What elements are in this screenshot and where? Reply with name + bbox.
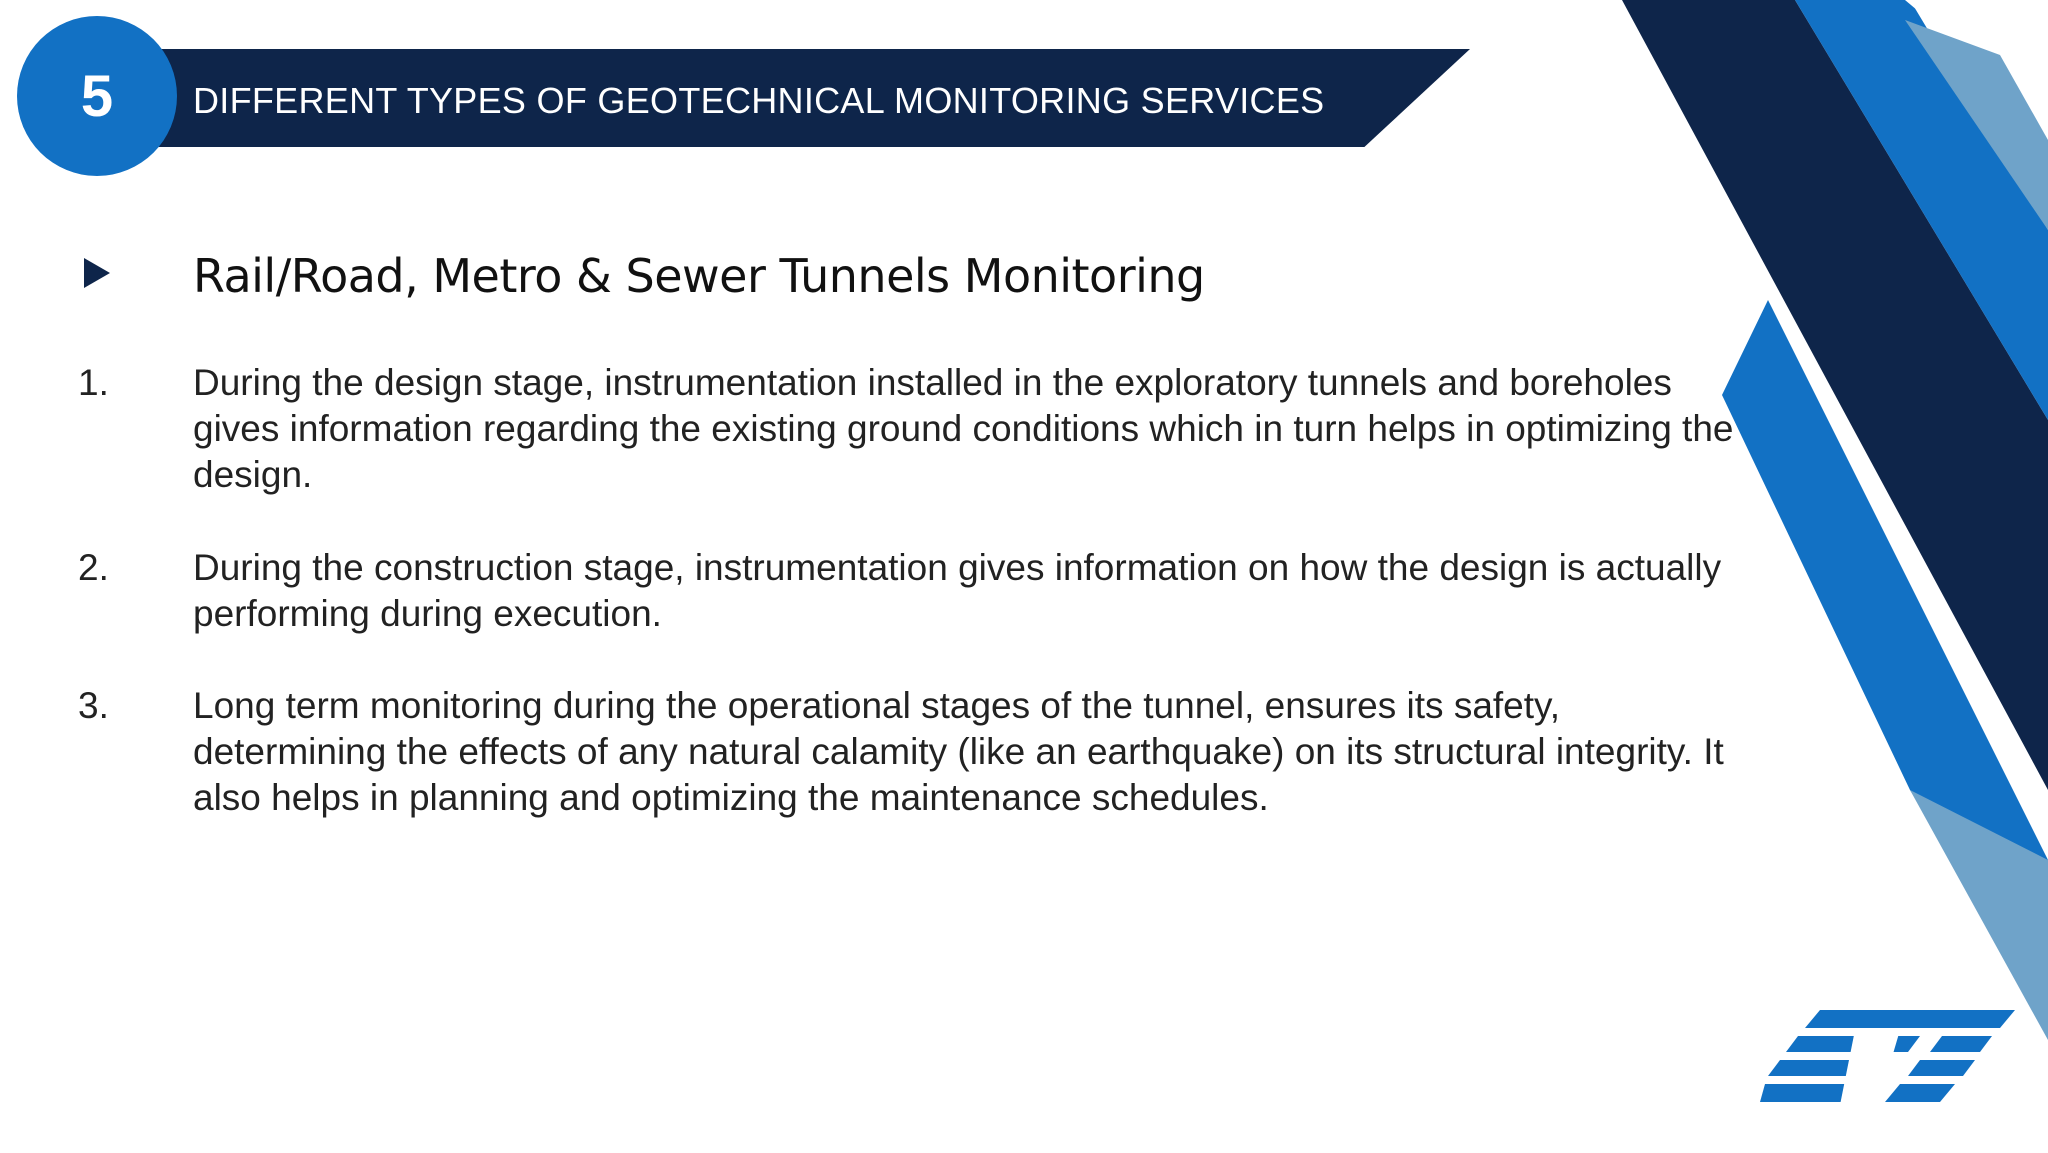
list-item-text: Long term monitoring during the operational stages of the tunnel, ensures its safety, determining the effects of any natural calamity (like an earthquake) on its structural integrity. It also helps in planning and optimizing the maintenance schedules.	[193, 685, 1724, 818]
play-triangle-icon	[84, 258, 110, 288]
list-item-text: During the design stage, instrumentation installed in the exploratory tunnels and boreholes gives information regarding the existing ground conditions which in turn helps in optimizing the design.	[193, 362, 1734, 495]
list-item-number: 3.	[78, 685, 109, 726]
list-item-number: 2.	[78, 547, 109, 588]
list-item-text: During the construction stage, instrumentation gives information on how the design is actually performing during execution.	[193, 547, 1722, 634]
list-item-number: 1.	[78, 362, 109, 403]
section-number-badge: 5	[17, 16, 177, 176]
section-heading: Rail/Road, Metro & Sewer Tunnels Monitoring	[193, 249, 1205, 303]
company-logo	[1760, 1010, 2015, 1120]
slide-title: DIFFERENT TYPES OF GEOTECHNICAL MONITORING SERVICES	[193, 80, 1325, 121]
